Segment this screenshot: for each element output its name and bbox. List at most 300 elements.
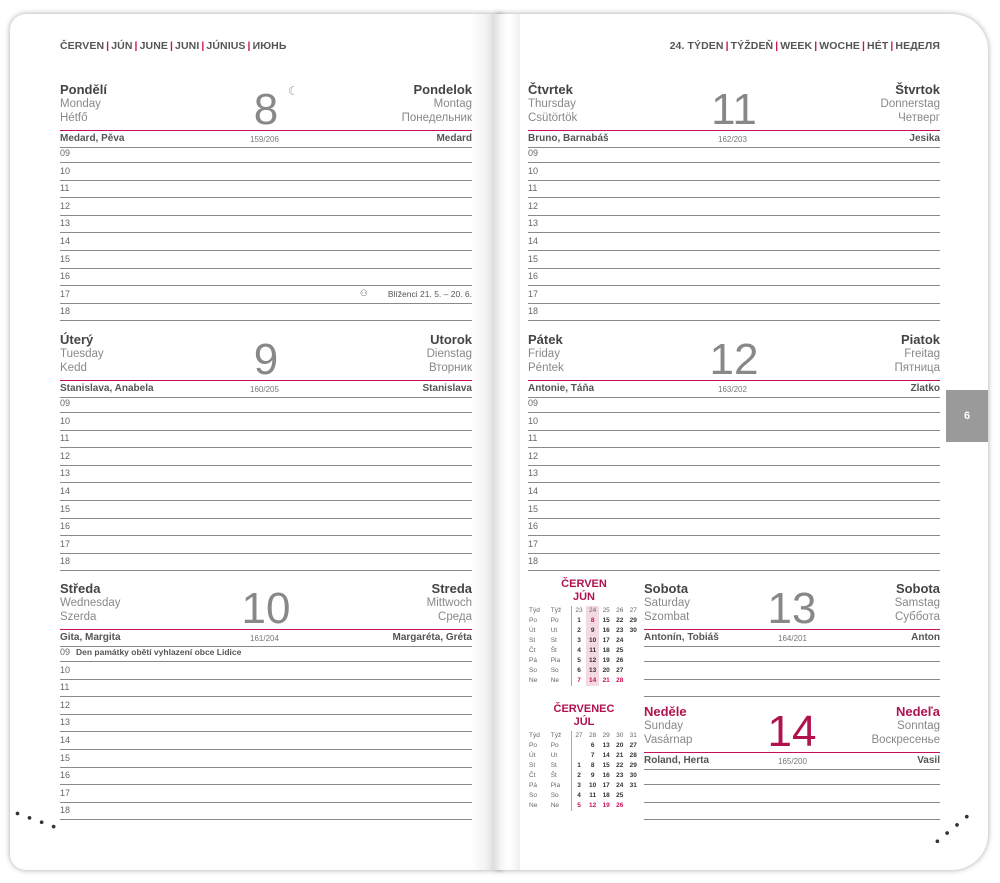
calendar-cell: [626, 801, 640, 811]
hour-line[interactable]: [60, 180, 472, 181]
hour-label: 09: [60, 398, 71, 408]
day-counter: 163/202: [718, 385, 747, 394]
hour-line[interactable]: [60, 430, 472, 431]
calendar-cell: Ne: [550, 676, 572, 686]
hour-line[interactable]: [528, 197, 940, 198]
calendar-cell: 27: [616, 667, 624, 674]
calendar-cell: 7: [590, 752, 595, 759]
calendar-head-cell: 29: [602, 732, 610, 739]
day-name-en: Tuesday: [60, 348, 104, 360]
hour-line[interactable]: [60, 535, 472, 536]
nameday-cz: Medard, Pěva: [60, 133, 125, 144]
day-name-sk: Pondelok: [413, 82, 472, 97]
hour-line[interactable]: [60, 232, 472, 233]
zodiac-note: Blíženci 21. 5. – 20. 6.: [387, 288, 472, 299]
calendar-cell: 18: [602, 647, 610, 654]
calendar-cell: 22: [616, 762, 624, 769]
calendar-cell: St: [550, 636, 572, 646]
hour-line[interactable]: [644, 819, 940, 820]
day-name-ru: Воскресенье: [871, 734, 940, 746]
hour-label: 15: [60, 503, 71, 514]
calendar-cell: 26: [616, 802, 624, 809]
hour-label: 10: [60, 165, 71, 176]
day-block[interactable]: [644, 704, 940, 766]
calendar-cell: Čt: [529, 772, 536, 779]
nameday-cz: Roland, Herta: [644, 755, 710, 766]
hour-line[interactable]: [60, 696, 472, 697]
calendar-cell: 30: [629, 772, 637, 779]
calendar-cell: Ut: [550, 626, 572, 636]
hour-line[interactable]: [60, 679, 472, 680]
calendar-cell: 27: [629, 742, 637, 749]
hour-label: 16: [60, 770, 71, 781]
day-name-de: Freitag: [904, 348, 940, 360]
hour-line[interactable]: [528, 412, 940, 413]
hour-label: 17: [60, 538, 71, 549]
calendar-cell: 18: [602, 792, 610, 799]
day-name-cz: Pátek: [528, 332, 563, 347]
day-name-hu: Hétfő: [60, 112, 88, 124]
calendar-cell: Po: [529, 742, 537, 749]
day-name-hu: Péntek: [528, 362, 564, 374]
day-counter: 160/205: [250, 385, 279, 394]
calendar-cell: 31: [629, 782, 637, 789]
month-header: ČERVEN | JÚN | JUNE | JUNI | JÚNIUS | ИЮНЬ: [60, 40, 287, 52]
calendar-cell: 3: [577, 637, 581, 644]
calendar-cell: 24: [616, 637, 624, 644]
day-name-ru: Среда: [438, 611, 472, 623]
month-ru: ИЮНЬ: [252, 40, 287, 52]
month-sk: JÚN: [111, 40, 133, 52]
calendar-cell: [626, 676, 640, 686]
gemini-icon: ⚇: [360, 287, 368, 298]
day-name-ru: Пятница: [894, 362, 940, 374]
hour-line[interactable]: [60, 197, 472, 198]
calendar-cell: 17: [602, 782, 610, 789]
hour-line[interactable]: [60, 570, 472, 571]
hour-label: 13: [528, 218, 539, 229]
hour-label: 11: [60, 433, 70, 444]
day-name-sk: Sobota: [895, 581, 940, 596]
month-en: JUNE: [139, 40, 168, 52]
calendar-cell: 9: [586, 626, 600, 636]
month-hu: JÚNIUS: [206, 40, 246, 52]
calendar-cell: 10: [589, 782, 597, 789]
hour-label: 14: [60, 486, 71, 496]
hour-label: 11: [60, 183, 70, 194]
hour-line[interactable]: [528, 320, 940, 321]
hour-line[interactable]: [60, 482, 472, 483]
calendar-cell: [572, 751, 586, 761]
hour-line[interactable]: [60, 268, 472, 269]
hour-line[interactable]: [528, 535, 940, 536]
day-number: 8: [253, 85, 279, 134]
calendar-head-cell: 25: [602, 607, 610, 614]
calendar-cell: Št: [550, 771, 572, 781]
day-counter: 164/201: [778, 634, 807, 643]
calendar-cell: 19: [602, 657, 610, 664]
week-sk: TÝŽDEŇ: [730, 40, 774, 52]
calendar-cell: So: [550, 791, 572, 801]
calendar-cell: 6: [590, 742, 595, 749]
calendar-cell: Št: [550, 646, 572, 656]
day-name-en: Friday: [528, 348, 560, 360]
calendar-head-cell: 23: [575, 607, 583, 614]
day-name-hu: Vasárnap: [644, 734, 693, 746]
hour-label: 18: [60, 805, 71, 816]
hour-line[interactable]: [60, 320, 472, 321]
calendar-cell: 4: [577, 647, 581, 654]
calendar-cell: So: [529, 792, 537, 799]
calendar-cell: 2: [577, 772, 581, 779]
day-name-de: Dienstag: [426, 348, 472, 360]
hour-label: 11: [528, 433, 538, 444]
calendar-cell: [626, 791, 640, 801]
hour-line[interactable]: [528, 250, 940, 251]
calendar-cell: 9: [590, 772, 595, 779]
calendar-cell: Pia: [550, 781, 572, 791]
calendar-title: ČERVENEC: [553, 703, 615, 715]
calendar-cell: 23: [616, 627, 624, 634]
hour-label: 18: [528, 556, 539, 567]
hour-line[interactable]: [60, 162, 472, 163]
day-block[interactable]: [60, 332, 472, 394]
hour-line[interactable]: [528, 162, 940, 163]
calendar-cell: 1: [577, 617, 581, 624]
day-note: Den památky obětí vyhlazení obce Lidice: [76, 647, 242, 657]
calendar-title: ČERVEN: [561, 578, 607, 590]
day-name-ru: Понедельник: [401, 112, 472, 124]
hour-line[interactable]: [528, 232, 940, 233]
calendar-cell: Pá: [529, 657, 537, 664]
calendar-head-cell: Týž: [550, 731, 572, 741]
day-name-de: Samstag: [894, 597, 940, 609]
hour-label: 12: [60, 699, 71, 710]
calendar-cell: 19: [602, 802, 610, 809]
hour-line[interactable]: [644, 784, 940, 785]
calendar-cell: 20: [602, 667, 610, 674]
day-number: 10: [241, 584, 291, 633]
calendar-cell: 5: [577, 802, 581, 809]
calendar-cell: 26: [616, 657, 624, 664]
hour-line[interactable]: [528, 500, 940, 501]
hour-label: 14: [528, 236, 539, 246]
nameday-cz: Gita, Margita: [60, 632, 121, 643]
day-block[interactable]: [644, 581, 940, 643]
calendar-cell: Ne: [550, 801, 572, 811]
nameday-cz: Bruno, Barnabáš: [528, 133, 609, 144]
hour-label: 09: [60, 148, 71, 158]
day-name-en: Wednesday: [60, 597, 121, 609]
hour-label: 10: [528, 165, 539, 176]
day-name-sk: Nedeľa: [895, 704, 940, 719]
calendar-head-cell: Týd: [529, 607, 540, 614]
calendar-cell: 28: [629, 752, 637, 759]
hour-label: 18: [60, 556, 71, 567]
calendar-cell: [626, 636, 640, 646]
day-name-hu: Csütörtök: [528, 112, 578, 124]
nameday-sk: Zlatko: [910, 383, 940, 394]
hour-line[interactable]: [528, 180, 940, 181]
day-name-ru: Четверг: [898, 112, 940, 124]
day-name-hu: Kedd: [60, 362, 87, 374]
calendar-cell: Po: [550, 741, 572, 751]
calendar-title-sk: JÚN: [572, 591, 595, 603]
hour-line[interactable]: [60, 553, 472, 554]
hour-label: 13: [528, 468, 539, 479]
hour-label: 14: [60, 735, 71, 745]
nameday-cz: Antonie, Táňa: [528, 383, 595, 394]
calendar-cell: 6: [577, 667, 581, 674]
hour-line: [60, 147, 472, 148]
hour-line[interactable]: [60, 819, 472, 820]
calendar-cell: 17: [602, 637, 610, 644]
spine-shadow-left: [470, 14, 496, 870]
hour-line[interactable]: [528, 303, 940, 304]
calendar-cell: [626, 666, 640, 676]
day-name-sk: Piatok: [900, 332, 940, 347]
calendar-head-cell: Týd: [529, 732, 540, 739]
hour-line[interactable]: [60, 412, 472, 413]
hour-label: 09: [528, 148, 539, 158]
hour-line[interactable]: [60, 749, 472, 750]
day-counter: 161/204: [250, 634, 279, 643]
calendar-cell: 15: [602, 617, 610, 624]
month-de: JUNI: [175, 40, 200, 52]
calendar-cell: 1: [577, 762, 581, 769]
hour-label: 13: [60, 218, 71, 229]
hour-label: 12: [528, 450, 539, 461]
calendar-cell: 14: [602, 752, 610, 759]
hour-line[interactable]: [528, 553, 940, 554]
week-ru: НЕДЕЛЯ: [895, 40, 940, 52]
month-tab[interactable]: [946, 390, 988, 442]
calendar-cell: 12: [586, 656, 600, 666]
week-hu: HÉT: [867, 40, 889, 52]
hour-line[interactable]: [528, 430, 940, 431]
day-name-cz: Čtvrtek: [528, 82, 573, 97]
hour-label: 11: [60, 682, 70, 693]
day-name-cz: Neděle: [644, 704, 687, 719]
day-number: 14: [767, 707, 817, 756]
week-cz: 24. TÝDEN: [669, 40, 724, 52]
day-name-en: Saturday: [644, 597, 691, 609]
calendar-cell: 21: [602, 677, 610, 684]
calendar-cell: St: [550, 761, 572, 771]
day-name-hu: Szombat: [644, 611, 690, 623]
hour-line[interactable]: [60, 731, 472, 732]
hour-line[interactable]: [60, 465, 472, 466]
nameday-sk: Vasil: [917, 755, 940, 766]
hour-label: 12: [60, 450, 71, 461]
day-block[interactable]: [528, 82, 940, 144]
calendar-head-cell: 24: [586, 606, 600, 616]
calendar-cell: 11: [589, 792, 597, 799]
hour-line[interactable]: [644, 661, 940, 662]
calendar-head-cell: 28: [589, 732, 597, 739]
calendar-cell: 28: [616, 677, 624, 684]
calendar-cell: 8: [590, 762, 595, 769]
calendar-head-cell: 30: [616, 732, 624, 739]
hour-line[interactable]: [644, 696, 940, 697]
calendar-cell: 16: [602, 772, 610, 779]
hour-line[interactable]: [60, 303, 472, 304]
day-name-cz: Sobota: [644, 581, 689, 596]
hour-line[interactable]: [528, 570, 940, 571]
calendar-cell: 15: [602, 762, 610, 769]
day-counter: 165/200: [778, 757, 807, 766]
day-name-de: Mittwoch: [426, 597, 472, 609]
hour-label: 14: [528, 486, 539, 496]
hour-label: 10: [60, 664, 71, 675]
nameday-sk: Margaréta, Gréta: [392, 632, 472, 643]
calendar-cell: 24: [616, 782, 624, 789]
hour-line[interactable]: [60, 285, 472, 286]
hour-line[interactable]: [60, 767, 472, 768]
hour-label: 15: [60, 752, 71, 763]
hour-label: 17: [528, 288, 539, 299]
day-counter: 159/206: [250, 135, 279, 144]
hour-label: 16: [60, 521, 71, 532]
calendar-cell: 29: [629, 617, 637, 624]
calendar-cell: Pá: [529, 782, 537, 789]
calendar-cell: So: [529, 667, 537, 674]
calendar-cell: Út: [529, 627, 536, 634]
day-block[interactable]: [60, 581, 472, 643]
day-name-sk: Utorok: [430, 332, 472, 347]
hour-label: 18: [60, 306, 71, 317]
hour-line[interactable]: [60, 518, 472, 519]
nameday-cz: Stanislava, Anabela: [60, 383, 154, 394]
calendar-cell: St: [529, 762, 536, 769]
hour-line[interactable]: [60, 215, 472, 216]
calendar-cell: 2: [577, 627, 581, 634]
calendar-cell: 10: [586, 636, 600, 646]
day-number: 11: [711, 85, 757, 134]
hour-label: 12: [60, 200, 71, 211]
nameday-cz: Antonín, Tobiáš: [644, 632, 719, 643]
day-name-ru: Суббота: [894, 611, 940, 623]
hour-line[interactable]: [528, 285, 940, 286]
day-divider: [60, 130, 472, 131]
week-de: WOCHE: [819, 40, 860, 52]
hour-line[interactable]: [60, 661, 472, 662]
day-name-sk: Štvrtok: [895, 82, 940, 97]
hour-line[interactable]: [528, 215, 940, 216]
hour-line[interactable]: [60, 500, 472, 501]
calendar-head-cell: 27: [575, 732, 583, 739]
calendar-cell: 5: [577, 657, 581, 664]
calendar-cell: [626, 646, 640, 656]
day-counter: 162/203: [718, 135, 747, 144]
day-divider: [644, 752, 940, 753]
calendar-cell: Po: [550, 616, 572, 626]
calendar-cell: 29: [629, 762, 637, 769]
calendar-cell: So: [550, 666, 572, 676]
day-name-hu: Szerda: [60, 611, 97, 623]
calendar-cell: Ut: [550, 751, 572, 761]
calendar-cell: Čt: [529, 647, 536, 654]
day-block[interactable]: [528, 332, 940, 394]
hour-line[interactable]: [528, 268, 940, 269]
hour-line[interactable]: [60, 802, 472, 803]
mini-calendar: [528, 578, 640, 698]
hour-label: 17: [60, 288, 71, 299]
day-name-en: Sunday: [644, 720, 684, 732]
week-en: WEEK: [780, 40, 813, 52]
calendar-cell: Pia: [550, 656, 572, 666]
hour-line[interactable]: [644, 802, 940, 803]
calendar-cell: 25: [616, 792, 624, 799]
calendar-cell: [626, 656, 640, 666]
hour-line[interactable]: [60, 447, 472, 448]
mini-calendar: [528, 703, 640, 823]
calendar-head-cell: Týž: [550, 606, 572, 616]
day-divider: [528, 380, 940, 381]
calendar-cell: 11: [586, 646, 600, 656]
hour-line[interactable]: [528, 465, 940, 466]
calendar-cell: 13: [586, 666, 600, 676]
day-name-ru: Вторник: [428, 362, 472, 374]
hour-line: [644, 769, 940, 770]
nameday-sk: Stanislava: [422, 383, 472, 394]
hour-label: 15: [60, 253, 71, 264]
decor-dots-right: • • • •: [930, 807, 976, 849]
day-block[interactable]: [60, 82, 472, 144]
hour-label: 11: [528, 183, 538, 194]
calendar-cell: Út: [529, 752, 536, 759]
nameday-sk: Anton: [911, 632, 940, 643]
calendar-cell: 4: [577, 792, 581, 799]
calendar-cell: 23: [616, 772, 624, 779]
hour-line: [528, 147, 940, 148]
day-name-sk: Streda: [431, 581, 472, 596]
hour-line: [60, 397, 472, 398]
day-divider: [60, 629, 472, 630]
hour-line[interactable]: [60, 714, 472, 715]
hour-label: 16: [60, 271, 71, 282]
hour-label: 13: [60, 717, 71, 728]
hour-line: [644, 646, 940, 647]
calendar-cell: Ne: [529, 677, 538, 684]
hour-label: 13: [60, 468, 71, 479]
nameday-sk: Jesika: [909, 133, 940, 144]
calendar-grid: [528, 606, 640, 686]
day-name-cz: Úterý: [60, 332, 94, 347]
hour-line[interactable]: [528, 482, 940, 483]
calendar-cell: Ne: [529, 802, 538, 809]
calendar-cell: 13: [602, 742, 610, 749]
hour-label: 14: [60, 236, 71, 246]
hour-line[interactable]: [60, 784, 472, 785]
hour-line[interactable]: [528, 447, 940, 448]
hour-label: 15: [528, 253, 539, 264]
hour-line[interactable]: [60, 250, 472, 251]
calendar-cell: 22: [616, 617, 624, 624]
calendar-cell: 16: [602, 627, 610, 634]
hour-label: 16: [528, 521, 539, 532]
calendar-cell: 12: [589, 802, 597, 809]
moon-icon: ☾: [288, 84, 299, 98]
calendar-title-sk: JÚL: [573, 716, 595, 728]
hour-line[interactable]: [644, 679, 940, 680]
hour-label: 18: [528, 306, 539, 317]
hour-line[interactable]: [528, 518, 940, 519]
day-name-cz: Pondělí: [60, 82, 107, 97]
day-divider: [60, 380, 472, 381]
nameday-sk: Medard: [436, 133, 472, 144]
calendar-cell: 14: [586, 676, 600, 686]
